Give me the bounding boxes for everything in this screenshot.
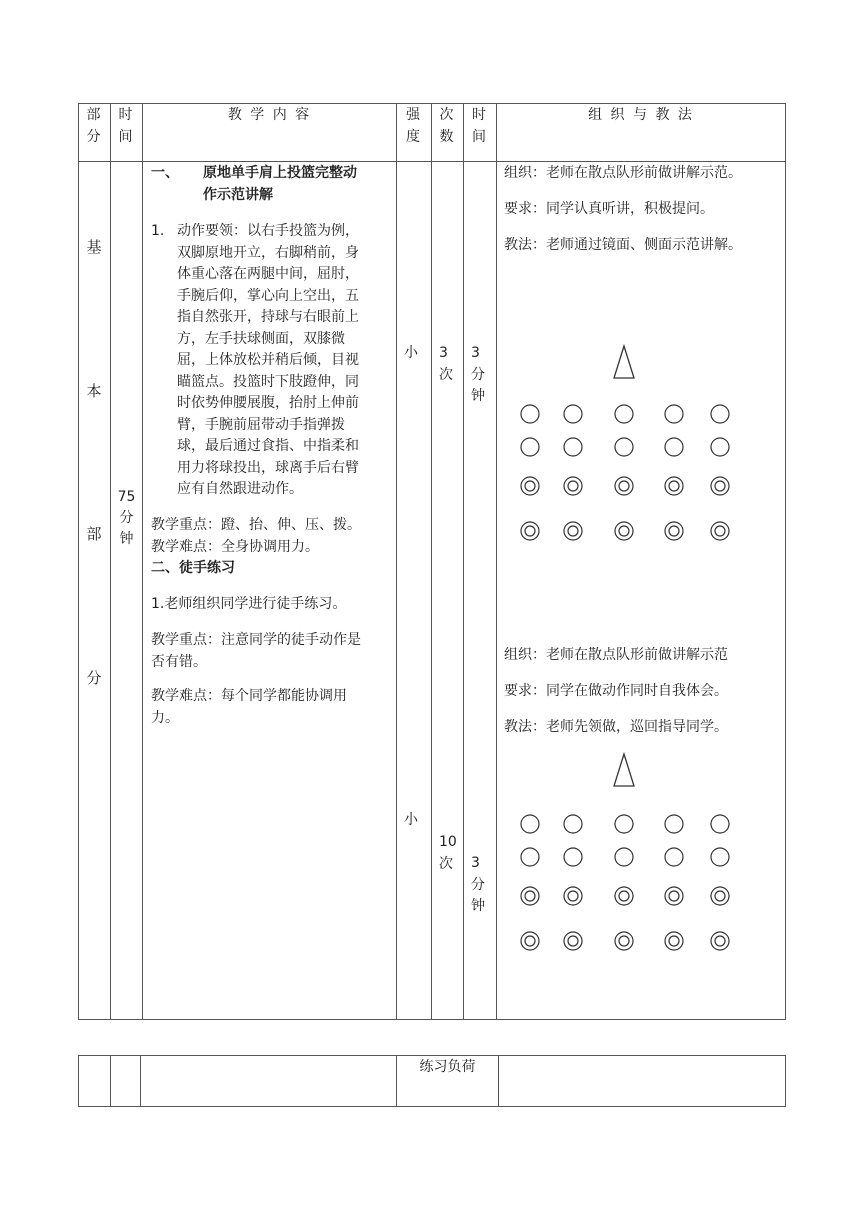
intensity-1: 小: [404, 345, 418, 361]
count-1: 3 次: [439, 345, 453, 383]
teacher-triangle-icon: [614, 754, 634, 786]
header-section: 部 分: [86, 107, 103, 145]
header-content: 教 学 内 容: [227, 107, 312, 123]
method-teach-2: 教法：老师先领做，巡回指导同学。: [504, 719, 728, 735]
header-count: 次 数: [439, 107, 456, 145]
header-intensity: 强 度: [406, 107, 422, 145]
item2-text: 1.老师组织同学进行徒手练习。: [151, 596, 347, 612]
part1-title: 原地单手肩上投篮完整动 作示范讲解: [203, 165, 357, 203]
method-org-1: 组织：老师在散点队形前做讲解示范。: [504, 165, 742, 181]
part1-number: 一、: [151, 165, 179, 181]
header-method: 组 织 与 教 法: [588, 107, 694, 123]
item1-text: 动作要领：以右手投篮为例， 双脚原地开立，右脚稍前，身 体重心落在两腿中间，屈肘， 手腕后仰，掌心向上空出，五 指自然张开，持球与右眼前上 方，左手扶球侧面，双膝微 屈，上体放松并稍后倾，目视 瞄篮点。投篮时下肢蹬伸，同 时依势伸腰展腹，抬肘上伸前 臂，手腕前屈带动手指弹拨 球，最后通过食指、中指柔和 用力将球投出，球离手后右臂 应有自然跟进动作。: [177, 223, 359, 497]
section-char-3: 部: [86, 525, 102, 543]
method-req-1: 要求：同学认真听讲，积极提问。: [504, 201, 714, 217]
item1-number: 1.: [151, 223, 165, 239]
method-req-2: 要求：同学在做动作同时自我体会。: [504, 683, 728, 699]
section-char-4: 分: [86, 669, 102, 687]
difficulty-1: 教学难点：全身协调用力。: [151, 539, 319, 555]
duration-2: 3 分 钟: [471, 855, 485, 914]
difficulty-2: 教学难点：每个同学都能协调用 力。: [151, 688, 347, 726]
key-point-1: 教学重点：蹬、抬、伸、压、拨。: [151, 517, 361, 533]
section-char-1: 基: [86, 238, 102, 256]
teacher-triangle-icon: [614, 346, 634, 378]
formation-diagram-2: [497, 740, 785, 970]
duration-1: 3 分 钟: [471, 345, 485, 404]
part2-title: 二、徒手练习: [151, 560, 235, 576]
exercise-load-label: 练习负荷: [419, 1059, 476, 1075]
header-duration: 时 间: [472, 107, 488, 145]
section-char-2: 本: [86, 382, 102, 400]
count-2: 10 次: [439, 834, 457, 872]
method-teach-1: 教法：老师通过镜面、侧面示范讲解。: [504, 237, 742, 253]
total-time: 75 分 钟: [117, 489, 136, 547]
formation-diagram-1: [497, 330, 785, 560]
method-org-2: 组织：老师在散点队形前做讲解示范: [504, 647, 728, 663]
intensity-2: 小: [404, 812, 418, 828]
key-point-2: 教学重点：注意同学的徒手动作是 否有错。: [151, 632, 361, 670]
header-time: 时 间: [118, 107, 135, 145]
